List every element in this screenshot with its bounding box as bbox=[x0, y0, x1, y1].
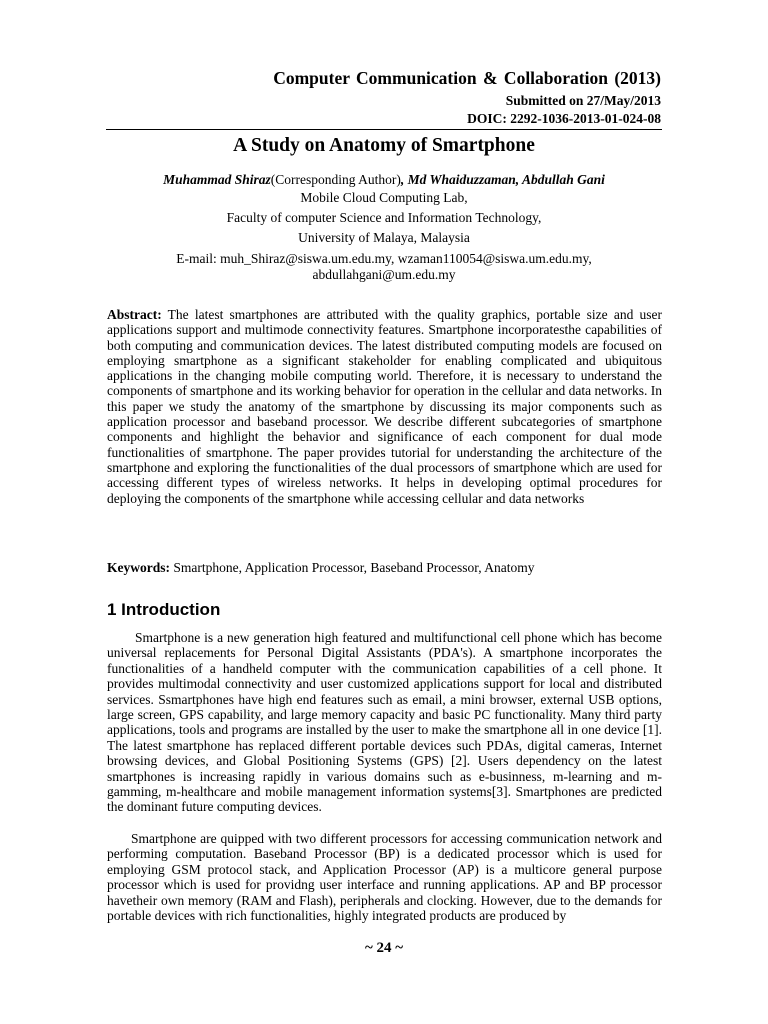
co-authors: , Md Whaiduzzaman, Abdullah Gani bbox=[400, 172, 605, 187]
introduction-paragraph-1: Smartphone is a new generation high featured and multifunctional cell phone which has become universal replacements for Personal Digital Assistants (PDA's). A smartphone incorporates the functionalities of a handheld computer with the communication capabilities of a cell phone. It provides multimodal connectivity and user customized applications support for local and distributed services. Ssmartphones have high end features such as email, a mini browser, external USB options, large screen, GPS capability, and large memory capacity and basic PC functionality. Many third party applications, tools and programs are installed by the user to make the smartphone all in one device [1]. The latest smartphone has replaced different portable devices such PDAs, digital cameras, Internet browsing devices, and Global Positioning Systems (GPS) [2]. Users dependency on the latest smartphones is increasing rapidly in various domains such as e-businness, m-learning and m-gamming, m-healthcare and mobile management information systems[3]. Smartphones are predicted the dominant future computing devices. bbox=[107, 630, 662, 815]
doic-identifier: DOIC: 2292-1036-2013-01-024-08 bbox=[467, 111, 661, 126]
keywords bbox=[107, 560, 662, 576]
affiliation-faculty: Faculty of computer Science and Information Technology, bbox=[226, 210, 542, 225]
submission-date: Submitted on 27/May/2013 bbox=[505, 93, 661, 108]
email-line-2: abdullahgani@um.edu.my bbox=[312, 267, 456, 282]
introduction-paragraph-2: Smartphone are quipped with two different processors for accessing communication network and performing computation. Baseband Processor (BP) is a dedicated processor which is used for employing GSM protocol stack, and Application Processor (AP) is a multicore general purpose processor which is used for providng user interface and running applications. AP and BP processor havetheir own memory (RAM and Flash), peripherals and clocking. However, due to the demands for portable devices with rich functionalities, highly integrated products are produced by bbox=[107, 831, 662, 924]
journal-title: Computer Communication & Collaboration (2013) bbox=[273, 68, 661, 88]
email-block bbox=[106, 251, 662, 283]
page-number: ~ 24 ~ bbox=[364, 940, 404, 956]
abstract-label: Abstract: bbox=[107, 307, 162, 322]
header-rule bbox=[106, 129, 662, 130]
abstract-text: The latest smartphones are attributed with the quality graphics, portable size and user applications support and multimode connectivity features. Smartphone incorporatesthe capabilities of both computing and communication devices. The latest distributed computing models are focused on employing smartphone as a significant stakeholder for enabling complicated and ubiquitous applications in the changing mobile computing world. Therefore, it is necessary to understand the components of smartphone and its working behavior for operation in the cellular and data networks. In this paper we study the anatomy of the smartphone by discussing its major components such as application processor and baseband processor. We describe different subcategories of smartphone components and highlight the behavior and significance of each component for dual mode functionalities of smartphone. The paper provides tutorial for understanding the architecture of the smartphone and exploring the functionalities of the dual processors of smartphone which are used for accessing different types of wireless networks. It helps in developing optimal procedures for deploying the components of the smartphone while accessing cellular and data networks bbox=[107, 307, 662, 506]
author-line bbox=[106, 171, 662, 188]
affiliation-block bbox=[106, 188, 662, 248]
affiliation-university: University of Malaya, Malaysia bbox=[298, 230, 470, 245]
email-line-1: E-mail: muh_Shiraz@siswa.um.edu.my, wzaman110054@siswa.um.edu.my, bbox=[176, 251, 592, 266]
keywords-text: Smartphone, Application Processor, Baseband Processor, Anatomy bbox=[170, 560, 535, 575]
paper-title: A Study on Anatomy of Smartphone bbox=[233, 135, 535, 156]
keywords-label: Keywords: bbox=[107, 560, 170, 575]
abstract bbox=[107, 307, 662, 506]
section-heading-introduction: 1 Introduction bbox=[107, 600, 221, 619]
affiliation-lab: Mobile Cloud Computing Lab, bbox=[300, 190, 468, 205]
corresponding-author: Muhammad Shiraz bbox=[163, 172, 271, 187]
corresponding-author-note: (Corresponding Author) bbox=[270, 172, 401, 187]
